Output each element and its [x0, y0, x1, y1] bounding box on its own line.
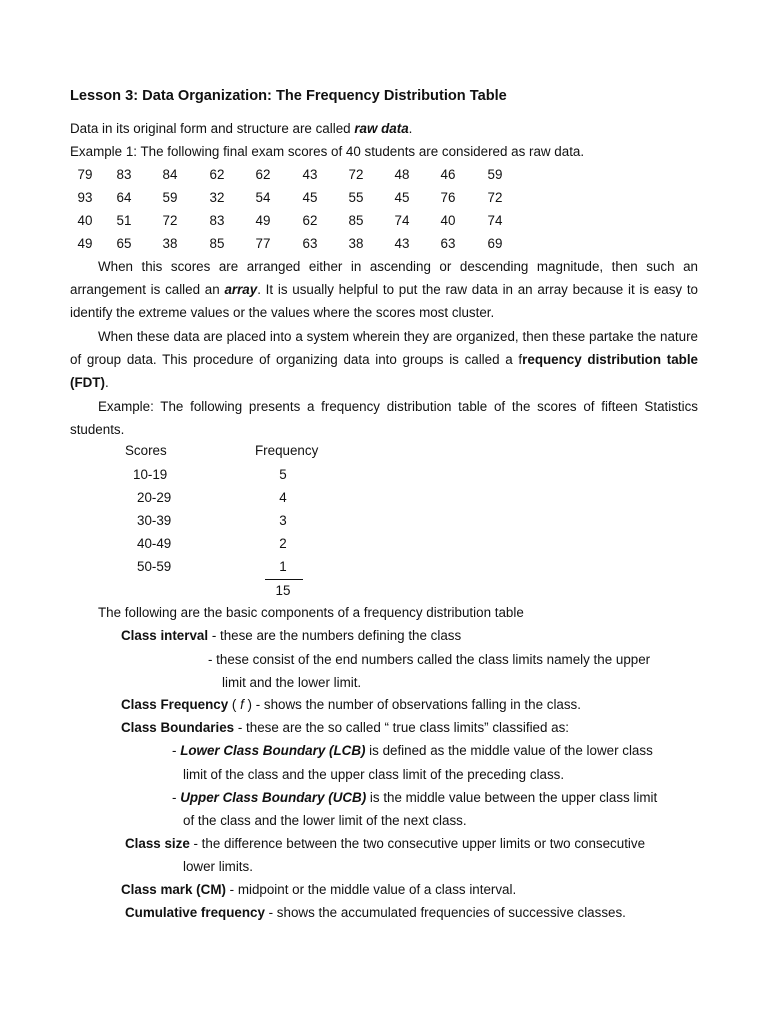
class-interval-sub2: limit and the lower limit.	[222, 675, 362, 690]
scores-cell: 20-29	[137, 490, 172, 505]
frequency-cell: 3	[279, 513, 287, 528]
array-text: When this scores are arranged either in ascending or descending magnitude, then such an arrangement is called an	[70, 259, 698, 298]
score-cell: 72	[162, 213, 178, 228]
intro-line	[70, 121, 412, 137]
class-boundaries-line	[121, 720, 569, 736]
cumulative-term: Cumulative frequency	[125, 905, 265, 920]
score-cell: 84	[162, 167, 178, 182]
ucb-line2: of the class and the lower limit of the next class.	[183, 813, 467, 828]
class-interval-sub1: - these consist of the end numbers called the class limits namely the upper	[208, 652, 651, 667]
array-paragraph	[70, 255, 698, 325]
ucb-dash: -	[172, 790, 181, 805]
class-frequency-line	[121, 697, 581, 713]
ucb-desc: is the middle value between the upper class limit	[366, 790, 658, 805]
class-mark-term: Class mark (CM)	[121, 882, 226, 897]
cumulative-desc: - shows the accumulated frequencies of successive classes.	[264, 905, 626, 920]
scores-cell: 40-49	[137, 536, 172, 551]
example1-line: Example 1: The following final exam scores of 40 students are considered as raw data.	[70, 144, 585, 159]
class-interval-line	[121, 628, 461, 644]
score-cell: 62	[255, 167, 271, 182]
class-frequency-paren: (	[228, 697, 241, 712]
score-cell: 76	[440, 190, 456, 205]
score-cell: 40	[440, 213, 456, 228]
score-cell: 45	[302, 190, 318, 205]
class-boundaries-desc: - these are the so called “ true class limits” classified as:	[234, 720, 570, 735]
class-size-term: Class size	[125, 836, 190, 851]
example-text: Example: The following presents a frequency distribution table of the scores of fifteen Statistics students.	[70, 399, 698, 438]
lcb-line2: limit of the class and the upper class limit of the preceding class.	[183, 767, 565, 782]
score-cell: 79	[77, 167, 93, 182]
class-interval-desc: - these are the numbers defining the class	[208, 628, 462, 643]
score-cell: 63	[440, 236, 456, 251]
score-cell: 48	[394, 167, 410, 182]
score-cell: 38	[348, 236, 364, 251]
class-frequency-desc: ) - shows the number of observations falling in the class.	[243, 697, 581, 712]
frequency-symbol: f	[240, 697, 244, 712]
frequency-total: 15	[275, 583, 291, 598]
raw-data-term: raw data	[354, 121, 409, 136]
fdt-text: When these data are placed into a system wherein they are organized, then these partake the nature of group data. This procedure of organizing data into groups is called a f	[70, 329, 698, 368]
score-cell: 49	[255, 213, 271, 228]
class-frequency-term: Class Frequency	[121, 697, 229, 712]
lcb-term: Lower Class Boundary (LCB)	[180, 743, 366, 758]
class-mark-desc: - midpoint or the middle value of a class interval.	[225, 882, 517, 897]
ucb-term: Upper Class Boundary (UCB)	[180, 790, 367, 805]
scores-cell: 30-39	[137, 513, 172, 528]
score-cell: 43	[302, 167, 318, 182]
fdt-term: requency distribution table (FDT)	[70, 352, 699, 391]
class-size-desc: - the difference between the two consecutive upper limits or two consecutive	[189, 836, 646, 851]
score-cell: 64	[116, 190, 132, 205]
score-cell: 46	[440, 167, 456, 182]
frequency-cell: 4	[279, 490, 287, 505]
array-text-rest: . It is usually helpful to put the raw data in an array because it is easy to identify the extreme values or the values where the scores most cluster.	[70, 282, 699, 321]
array-term: array	[224, 282, 258, 298]
class-size-line2: lower limits.	[183, 859, 253, 874]
scores-cell: 50-59	[137, 559, 172, 574]
score-cell: 72	[487, 190, 503, 205]
components-intro: The following are the basic components of a frequency distribution table	[98, 605, 524, 620]
lcb-dash: -	[172, 743, 181, 758]
example-paragraph	[70, 395, 698, 441]
score-cell: 62	[209, 167, 225, 182]
score-cell: 32	[209, 190, 225, 205]
score-cell: 65	[116, 236, 132, 251]
frequency-cell: 5	[279, 467, 287, 482]
score-cell: 77	[255, 236, 271, 251]
score-cell: 54	[255, 190, 271, 205]
score-cell: 62	[302, 213, 318, 228]
score-cell: 83	[116, 167, 132, 182]
ucb-line1	[172, 790, 657, 806]
lcb-desc: is defined as the middle value of the lower class	[365, 743, 653, 758]
class-size-line1	[125, 836, 645, 852]
scores-header: Scores	[125, 443, 167, 458]
score-cell: 72	[348, 167, 364, 182]
score-cell: 59	[487, 167, 503, 182]
intro-period: .	[408, 121, 413, 136]
score-cell: 69	[487, 236, 503, 251]
sum-rule	[265, 579, 303, 580]
frequency-header: Frequency	[255, 443, 319, 458]
lcb-line1	[172, 743, 653, 759]
class-mark-line	[121, 882, 516, 898]
score-cell: 38	[162, 236, 178, 251]
frequency-cell: 1	[279, 559, 287, 574]
score-cell: 40	[77, 213, 93, 228]
page-title: Lesson 3: Data Organization: The Frequency Distribution Table	[70, 88, 507, 104]
intro-text: Data in its original form and structure are called	[70, 121, 355, 136]
score-cell: 85	[209, 236, 225, 251]
score-cell: 55	[348, 190, 364, 205]
cumulative-line	[125, 905, 626, 921]
fdt-period: .	[104, 375, 109, 391]
score-cell: 74	[487, 213, 503, 228]
score-cell: 83	[209, 213, 225, 228]
frequency-cell: 2	[279, 536, 287, 551]
class-interval-term: Class interval	[121, 628, 209, 643]
score-cell: 43	[394, 236, 410, 251]
score-cell: 51	[116, 213, 132, 228]
score-cell: 93	[77, 190, 93, 205]
score-cell: 59	[162, 190, 178, 205]
scores-cell: 10-19	[133, 467, 168, 482]
class-boundaries-term: Class Boundaries	[121, 720, 235, 735]
score-cell: 45	[394, 190, 410, 205]
score-cell: 74	[394, 213, 410, 228]
score-cell: 49	[77, 236, 93, 251]
fdt-paragraph	[70, 325, 698, 395]
score-cell: 63	[302, 236, 318, 251]
score-cell: 85	[348, 213, 364, 228]
